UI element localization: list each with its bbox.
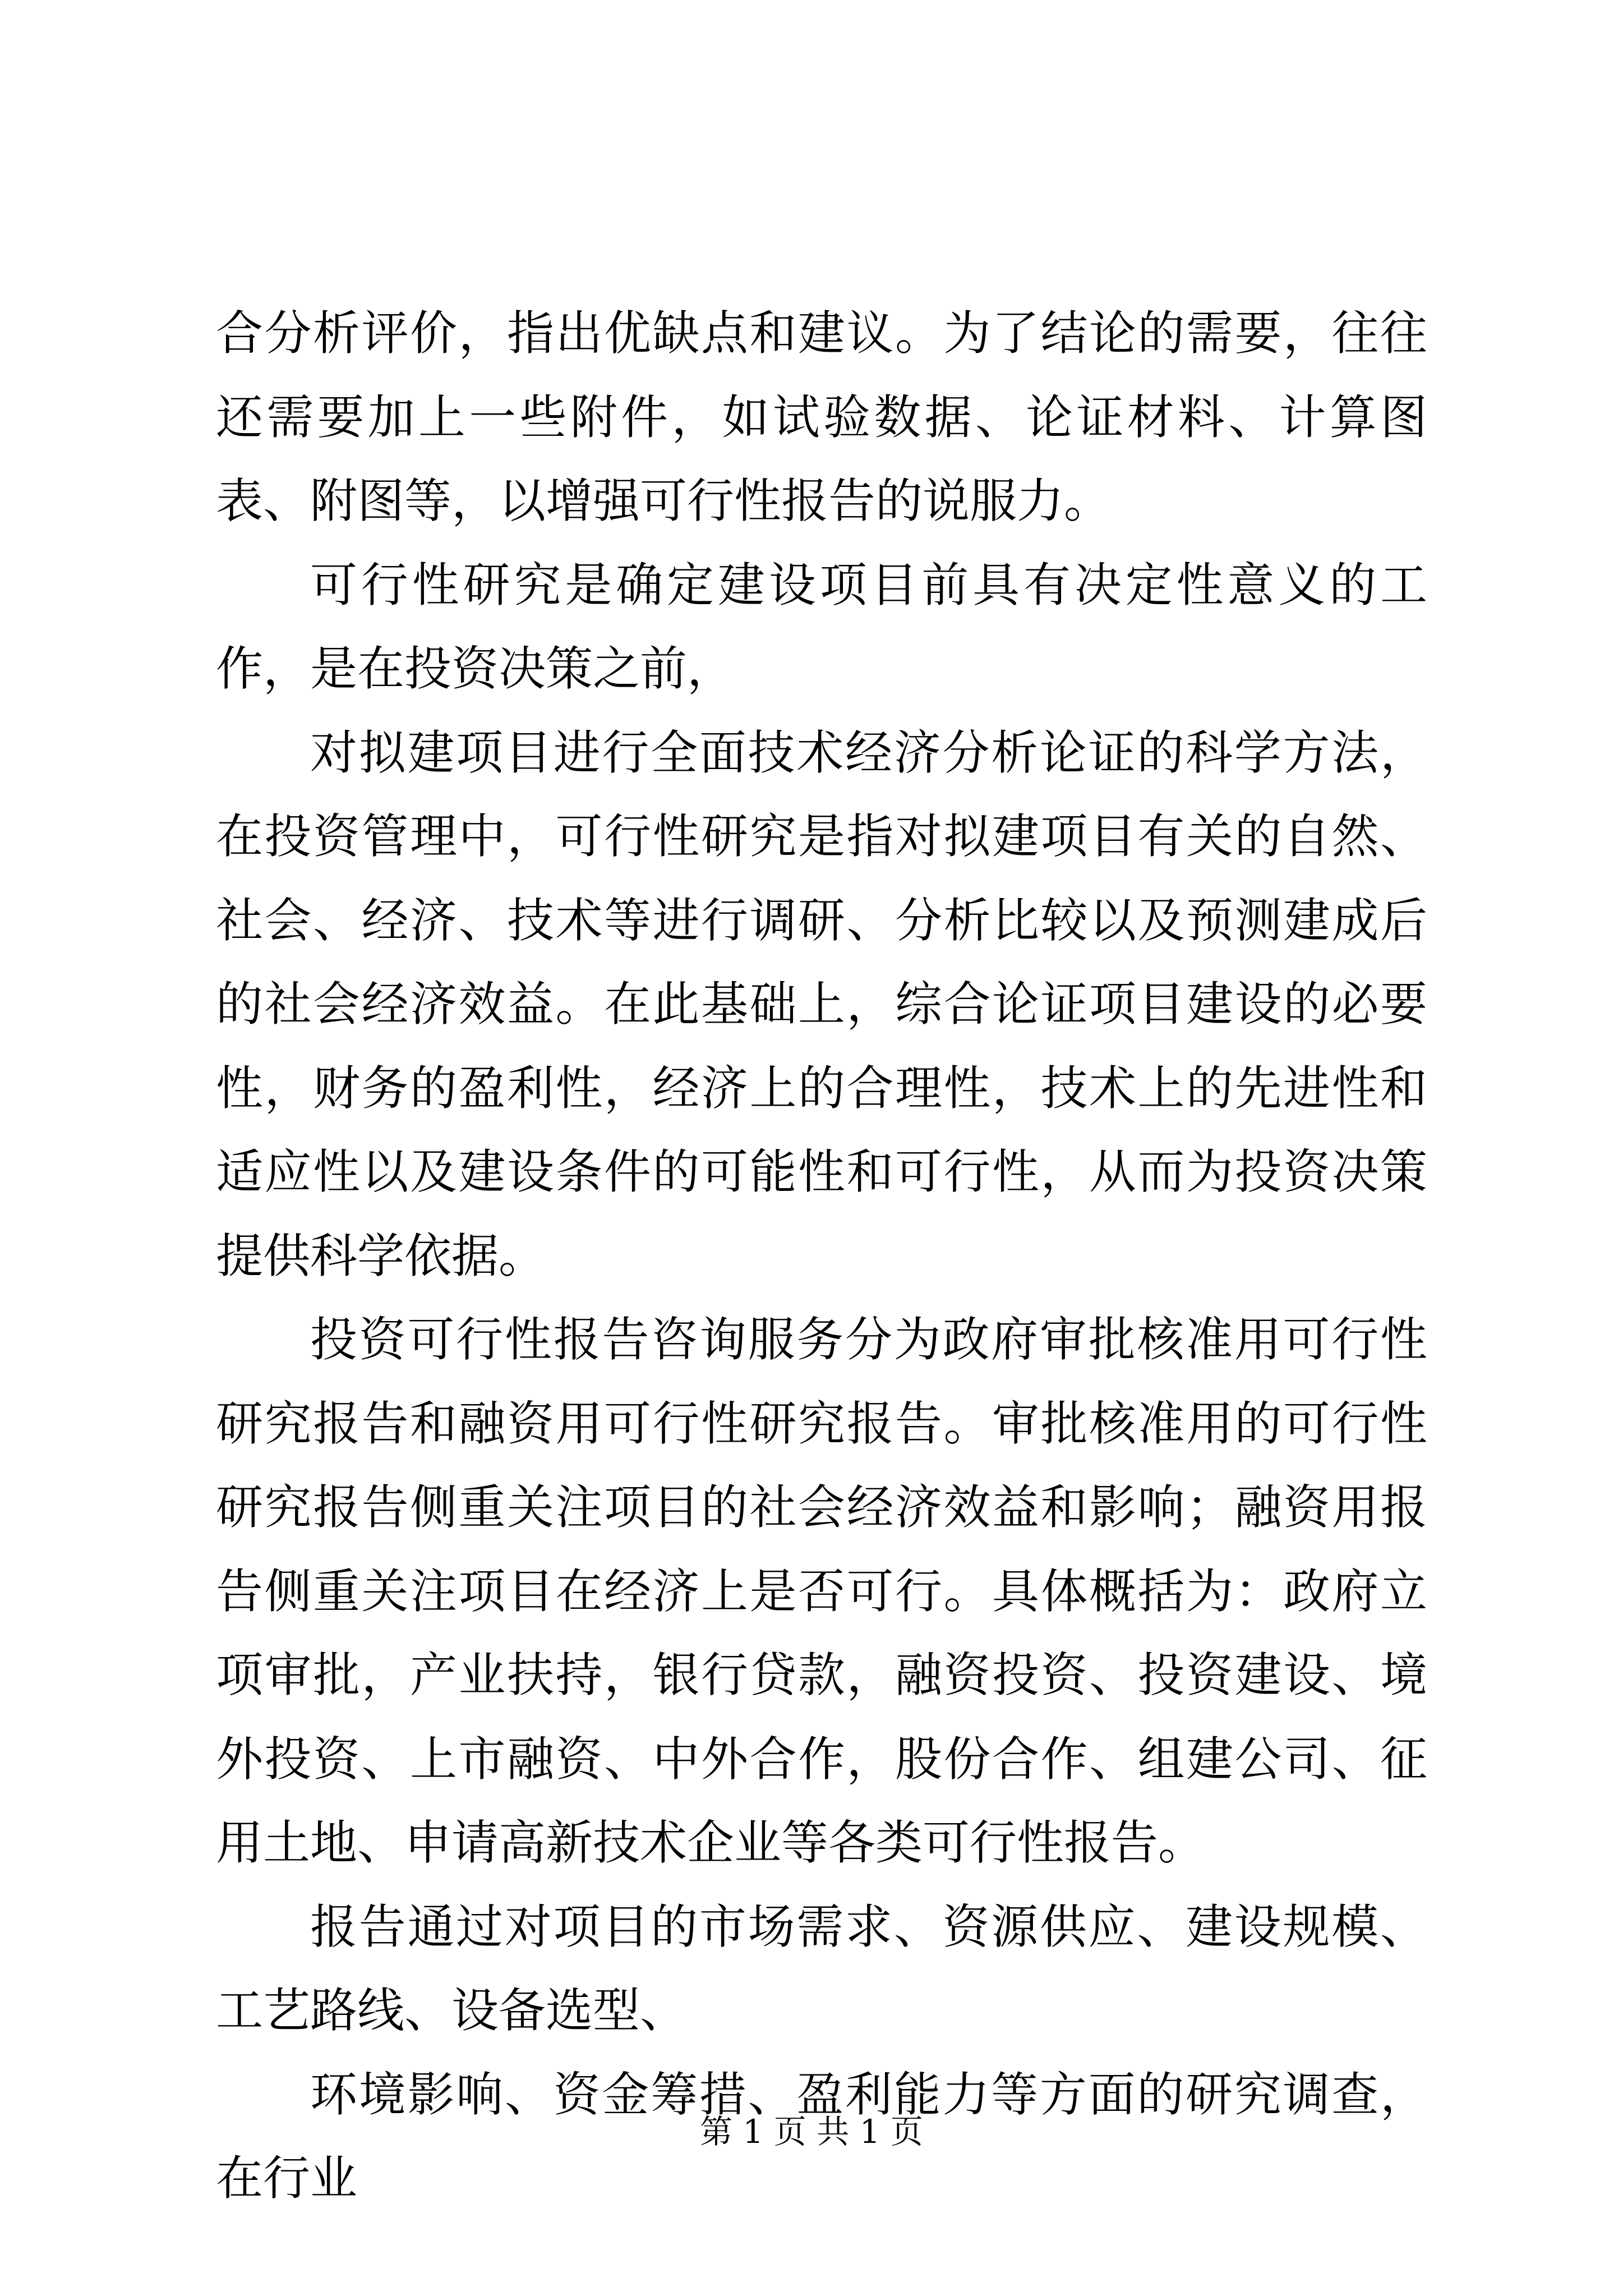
paragraph-6: 环境影响、资金筹措、盈利能力等方面的研究调查，在行业 <box>216 2067 1427 2206</box>
document-body <box>216 292 1427 2221</box>
paragraph-2: 可行性研究是确定建设项目前具有决定性意义的工作，是在投资决策之前， <box>216 557 1427 696</box>
paragraph-4: 投资可行性报告咨询服务分为政府审批核准用可行性研究报告和融资用可行性研究报告。审批核准用的可行性研究报告侧重关注项目的社会经济效益和影响；融资用报告侧重关注项目在经济上是否可行。具体概括为：政府立项审批，产业扶持，银行贷款，融资投资、投资建设、境外投资、上市融资、中外合作，股份合作、组建公司、征用土地、申请高新技术企业等各类可行性报告。 <box>216 1312 1427 1870</box>
paragraph-1: 合分析评价，指出优缺点和建议。为了结论的需要，往往还需要加上一些附件，如试验数据、论证材料、计算图表、附图等，以增强可行性报告的说服力。 <box>216 306 1427 528</box>
paragraph-3: 对拟建项目进行全面技术经济分析论证的科学方法，在投资管理中，可行性研究是指对拟建项目有关的自然、社会、经济、技术等进行调研、分析比较以及预测建成后的社会经济效益。在此基础上，综合论证项目建设的必要性，财务的盈利性，经济上的合理性，技术上的先进性和适应性以及建设条件的可能性和可行性，从而为投资决策提供科学依据。 <box>216 725 1427 1283</box>
page-footer: 第 1 页 共 1 页 <box>700 2113 923 2151</box>
paragraph-5: 报告通过对项目的市场需求、资源供应、建设规模、工艺路线、设备选型、 <box>216 1899 1427 2038</box>
